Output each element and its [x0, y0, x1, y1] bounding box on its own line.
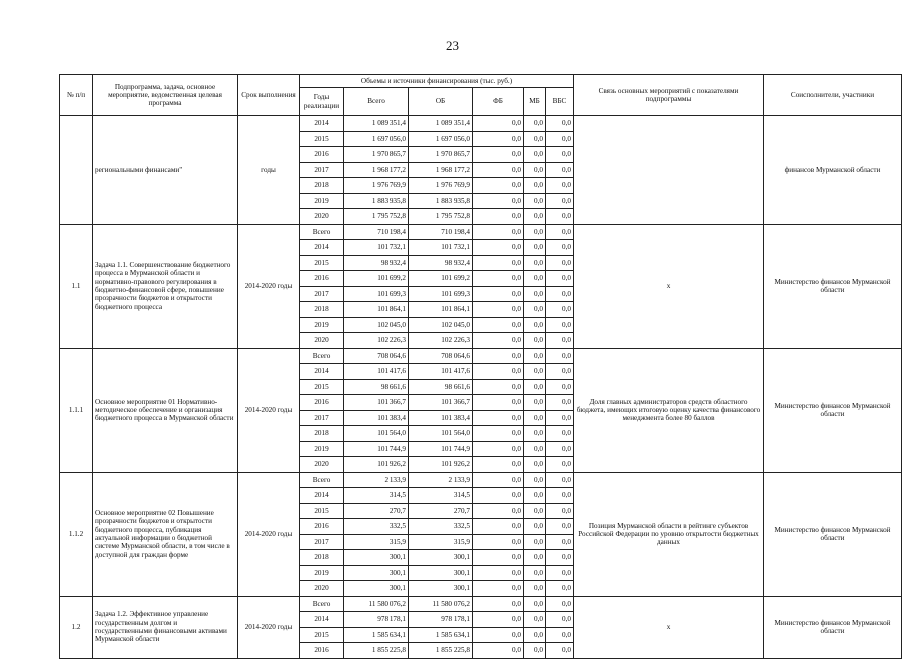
cell-vbs: 0,0: [546, 131, 574, 147]
cell-mb: 0,0: [524, 457, 546, 473]
cell-total: 102 045,0: [344, 317, 409, 333]
cell-vbs: 0,0: [546, 147, 574, 163]
executor: Министерство финансов Мурманской области: [764, 596, 902, 658]
cell-total: 101 383,4: [344, 410, 409, 426]
cell-mb: 0,0: [524, 441, 546, 457]
cell-fb: 0,0: [473, 596, 524, 612]
cell-total: 1 855 225,8: [344, 643, 409, 659]
cell-mb: 0,0: [524, 271, 546, 287]
cell-vbs: 0,0: [546, 333, 574, 349]
cell-total: 300,1: [344, 550, 409, 566]
cell-mb: 0,0: [524, 488, 546, 504]
cell-mb: 0,0: [524, 333, 546, 349]
cell-total: 1 968 177,2: [344, 162, 409, 178]
cell-mb: 0,0: [524, 193, 546, 209]
cell-year: 2018: [300, 302, 344, 318]
measure-name: Основное мероприятие 02 Повышение прозрачности бюджетов и открытости бюджетного процесса, публикация актуальной информации о бюджетной системе Мурманской области, в том числе в доступной для граждан форме: [93, 472, 238, 596]
cell-fb: 0,0: [473, 302, 524, 318]
cell-year: 2015: [300, 131, 344, 147]
row-number: 1.1: [60, 224, 93, 348]
cell-ob: 1 697 056,0: [409, 131, 473, 147]
cell-ob: 300,1: [409, 550, 473, 566]
cell-year: 2019: [300, 565, 344, 581]
cell-mb: 0,0: [524, 379, 546, 395]
cell-vbs: 0,0: [546, 162, 574, 178]
cell-total: 101 699,3: [344, 286, 409, 302]
cell-ob: 101 417,6: [409, 364, 473, 380]
cell-fb: 0,0: [473, 348, 524, 364]
cell-year: 2016: [300, 519, 344, 535]
cell-vbs: 0,0: [546, 209, 574, 225]
cell-total: 708 064,6: [344, 348, 409, 364]
cell-fb: 0,0: [473, 472, 524, 488]
cell-total: 98 661,6: [344, 379, 409, 395]
cell-mb: 0,0: [524, 550, 546, 566]
financing-table: [59, 74, 902, 659]
indicator-link: х: [574, 596, 764, 658]
cell-total: 300,1: [344, 565, 409, 581]
cell-ob: 1 976 769,9: [409, 178, 473, 194]
cell-fb: 0,0: [473, 643, 524, 659]
cell-total: 1 697 056,0: [344, 131, 409, 147]
cell-ob: 1 795 752,8: [409, 209, 473, 225]
cell-total: 270,7: [344, 503, 409, 519]
cell-total: 315,9: [344, 534, 409, 550]
cell-year: 2017: [300, 534, 344, 550]
header-link: Связь основных мероприятий с показателями подпрограммы: [574, 75, 764, 116]
cell-year: 2018: [300, 178, 344, 194]
cell-year: Всего: [300, 472, 344, 488]
cell-total: 2 133,9: [344, 472, 409, 488]
row-number: 1.1.1: [60, 348, 93, 472]
cell-year: 2015: [300, 255, 344, 271]
cell-vbs: 0,0: [546, 581, 574, 597]
cell-total: 332,5: [344, 519, 409, 535]
cell-ob: 1 883 935,8: [409, 193, 473, 209]
cell-mb: 0,0: [524, 209, 546, 225]
cell-fb: 0,0: [473, 379, 524, 395]
cell-year: 2015: [300, 379, 344, 395]
measure-name: региональными финансами": [93, 116, 238, 225]
cell-mb: 0,0: [524, 565, 546, 581]
cell-fb: 0,0: [473, 627, 524, 643]
cell-fb: 0,0: [473, 286, 524, 302]
cell-mb: 0,0: [524, 410, 546, 426]
indicator-link: Доля главных администраторов средств областного бюджета, имеющих итоговую оценку качества финансового менеджмента более 80 баллов: [574, 348, 764, 472]
executor: Министерство финансов Мурманской области: [764, 472, 902, 596]
cell-ob: 102 045,0: [409, 317, 473, 333]
cell-vbs: 0,0: [546, 457, 574, 473]
cell-vbs: 0,0: [546, 379, 574, 395]
cell-mb: 0,0: [524, 534, 546, 550]
cell-ob: 101 926,2: [409, 457, 473, 473]
cell-vbs: 0,0: [546, 395, 574, 411]
measure-name: Задача 1.1. Совершенствование бюджетного процесса в Мурманской области и нормативно-правового регулирования в бюджетно-финансовой сфере, повышение прозрачности бюджетов и открытости бюджетного процесса: [93, 224, 238, 348]
indicator-link: [574, 116, 764, 225]
cell-fb: 0,0: [473, 333, 524, 349]
table-row: [60, 596, 902, 612]
cell-year: Всего: [300, 596, 344, 612]
header-mb: МБ: [524, 88, 546, 116]
header-funding: Объемы и источники финансирования (тыс. руб.): [300, 75, 574, 88]
cell-total: 978 178,1: [344, 612, 409, 628]
cell-year: 2017: [300, 162, 344, 178]
header-total: Всего: [344, 88, 409, 116]
cell-fb: 0,0: [473, 131, 524, 147]
cell-ob: 2 133,9: [409, 472, 473, 488]
cell-mb: 0,0: [524, 503, 546, 519]
header-ob: ОБ: [409, 88, 473, 116]
cell-total: 1 976 769,9: [344, 178, 409, 194]
cell-ob: 978 178,1: [409, 612, 473, 628]
cell-vbs: 0,0: [546, 534, 574, 550]
cell-ob: 270,7: [409, 503, 473, 519]
cell-fb: 0,0: [473, 395, 524, 411]
cell-year: 2014: [300, 364, 344, 380]
cell-vbs: 0,0: [546, 426, 574, 442]
measure-term: 2014-2020 годы: [238, 596, 300, 658]
cell-vbs: 0,0: [546, 472, 574, 488]
table-row: [60, 472, 902, 488]
cell-vbs: 0,0: [546, 348, 574, 364]
cell-vbs: 0,0: [546, 519, 574, 535]
header-years: Годы реализации: [300, 88, 344, 116]
cell-mb: 0,0: [524, 612, 546, 628]
cell-total: 101 732,1: [344, 240, 409, 256]
cell-mb: 0,0: [524, 162, 546, 178]
cell-total: 1 585 634,1: [344, 627, 409, 643]
cell-total: 11 580 076,2: [344, 596, 409, 612]
cell-fb: 0,0: [473, 178, 524, 194]
row-number: 1.2: [60, 596, 93, 658]
cell-year: 2014: [300, 612, 344, 628]
cell-year: 2016: [300, 147, 344, 163]
measure-term: 2014-2020 годы: [238, 224, 300, 348]
cell-year: 2018: [300, 426, 344, 442]
cell-vbs: 0,0: [546, 565, 574, 581]
cell-total: 101 926,2: [344, 457, 409, 473]
cell-ob: 101 699,2: [409, 271, 473, 287]
cell-fb: 0,0: [473, 209, 524, 225]
cell-fb: 0,0: [473, 224, 524, 240]
cell-mb: 0,0: [524, 519, 546, 535]
cell-vbs: 0,0: [546, 224, 574, 240]
page-number: 23: [446, 38, 459, 53]
cell-fb: 0,0: [473, 364, 524, 380]
cell-fb: 0,0: [473, 457, 524, 473]
cell-year: 2019: [300, 441, 344, 457]
cell-mb: 0,0: [524, 581, 546, 597]
cell-ob: 1 968 177,2: [409, 162, 473, 178]
cell-ob: 1 855 225,8: [409, 643, 473, 659]
cell-year: 2020: [300, 581, 344, 597]
cell-vbs: 0,0: [546, 240, 574, 256]
cell-mb: 0,0: [524, 426, 546, 442]
cell-ob: 101 744,9: [409, 441, 473, 457]
cell-fb: 0,0: [473, 116, 524, 132]
cell-year: 2014: [300, 240, 344, 256]
header-num: № п/п: [60, 75, 93, 116]
cell-year: 2016: [300, 271, 344, 287]
cell-fb: 0,0: [473, 565, 524, 581]
row-number: 1.1.2: [60, 472, 93, 596]
measure-name: Основное мероприятие 01 Нормативно-методическое обеспечение и организация бюджетного процесса в Мурманской области: [93, 348, 238, 472]
indicator-link: Позиция Мурманской области в рейтинге субъектов Российской Федерации по уровню открытости бюджетных данных: [574, 472, 764, 596]
cell-mb: 0,0: [524, 224, 546, 240]
measure-term: 2014-2020 годы: [238, 472, 300, 596]
cell-mb: 0,0: [524, 302, 546, 318]
cell-total: 98 932,4: [344, 255, 409, 271]
header-name: Подпрограмма, задача, основное мероприятие, ведомственная целевая программа: [93, 75, 238, 116]
cell-ob: 102 226,3: [409, 333, 473, 349]
cell-fb: 0,0: [473, 255, 524, 271]
cell-ob: 300,1: [409, 565, 473, 581]
cell-vbs: 0,0: [546, 255, 574, 271]
cell-total: 710 198,4: [344, 224, 409, 240]
cell-fb: 0,0: [473, 240, 524, 256]
cell-fb: 0,0: [473, 271, 524, 287]
cell-ob: 98 932,4: [409, 255, 473, 271]
cell-vbs: 0,0: [546, 116, 574, 132]
cell-vbs: 0,0: [546, 612, 574, 628]
cell-fb: 0,0: [473, 317, 524, 333]
cell-year: 2020: [300, 209, 344, 225]
cell-fb: 0,0: [473, 488, 524, 504]
header-term: Срок выполнения: [238, 75, 300, 116]
cell-vbs: 0,0: [546, 364, 574, 380]
cell-mb: 0,0: [524, 395, 546, 411]
cell-fb: 0,0: [473, 426, 524, 442]
cell-vbs: 0,0: [546, 627, 574, 643]
cell-year: 2014: [300, 488, 344, 504]
cell-year: 2017: [300, 286, 344, 302]
cell-vbs: 0,0: [546, 302, 574, 318]
cell-fb: 0,0: [473, 441, 524, 457]
cell-mb: 0,0: [524, 472, 546, 488]
cell-ob: 1 585 634,1: [409, 627, 473, 643]
cell-total: 101 744,9: [344, 441, 409, 457]
cell-vbs: 0,0: [546, 193, 574, 209]
cell-total: 101 699,2: [344, 271, 409, 287]
cell-fb: 0,0: [473, 193, 524, 209]
cell-total: 101 366,7: [344, 395, 409, 411]
cell-year: 2017: [300, 410, 344, 426]
header-fb: ФБ: [473, 88, 524, 116]
cell-ob: 98 661,6: [409, 379, 473, 395]
cell-vbs: 0,0: [546, 317, 574, 333]
cell-vbs: 0,0: [546, 503, 574, 519]
cell-year: 2019: [300, 193, 344, 209]
cell-vbs: 0,0: [546, 271, 574, 287]
cell-fb: 0,0: [473, 503, 524, 519]
cell-ob: 1 089 351,4: [409, 116, 473, 132]
table-header: [60, 75, 902, 116]
cell-year: 2014: [300, 116, 344, 132]
cell-fb: 0,0: [473, 147, 524, 163]
cell-ob: 300,1: [409, 581, 473, 597]
cell-total: 101 864,1: [344, 302, 409, 318]
cell-total: 101 564,0: [344, 426, 409, 442]
cell-vbs: 0,0: [546, 410, 574, 426]
table-body: [60, 116, 902, 659]
cell-ob: 314,5: [409, 488, 473, 504]
executor: Министерство финансов Мурманской области: [764, 348, 902, 472]
cell-vbs: 0,0: [546, 643, 574, 659]
cell-year: 2015: [300, 503, 344, 519]
table-row: [60, 224, 902, 240]
cell-mb: 0,0: [524, 596, 546, 612]
cell-mb: 0,0: [524, 627, 546, 643]
cell-total: 1 795 752,8: [344, 209, 409, 225]
cell-year: 2020: [300, 457, 344, 473]
cell-vbs: 0,0: [546, 550, 574, 566]
cell-ob: 708 064,6: [409, 348, 473, 364]
cell-mb: 0,0: [524, 255, 546, 271]
cell-vbs: 0,0: [546, 286, 574, 302]
cell-mb: 0,0: [524, 178, 546, 194]
table-row: [60, 348, 902, 364]
cell-total: 1 970 865,7: [344, 147, 409, 163]
cell-fb: 0,0: [473, 581, 524, 597]
cell-year: 2018: [300, 550, 344, 566]
cell-mb: 0,0: [524, 131, 546, 147]
cell-ob: 101 699,3: [409, 286, 473, 302]
executor: финансов Мурманской области: [764, 116, 902, 225]
cell-ob: 101 564,0: [409, 426, 473, 442]
cell-fb: 0,0: [473, 162, 524, 178]
cell-year: Всего: [300, 224, 344, 240]
cell-ob: 332,5: [409, 519, 473, 535]
cell-year: 2016: [300, 395, 344, 411]
cell-mb: 0,0: [524, 364, 546, 380]
row-number: [60, 116, 93, 225]
cell-fb: 0,0: [473, 410, 524, 426]
cell-total: 101 417,6: [344, 364, 409, 380]
cell-ob: 11 580 076,2: [409, 596, 473, 612]
cell-mb: 0,0: [524, 240, 546, 256]
cell-total: 314,5: [344, 488, 409, 504]
cell-mb: 0,0: [524, 286, 546, 302]
header-executors: Соисполнители, участники: [764, 75, 902, 116]
cell-vbs: 0,0: [546, 488, 574, 504]
executor: Министерство финансов Мурманской области: [764, 224, 902, 348]
cell-mb: 0,0: [524, 317, 546, 333]
cell-ob: 101 383,4: [409, 410, 473, 426]
indicator-link: х: [574, 224, 764, 348]
cell-ob: 101 366,7: [409, 395, 473, 411]
cell-year: 2019: [300, 317, 344, 333]
cell-fb: 0,0: [473, 534, 524, 550]
cell-mb: 0,0: [524, 643, 546, 659]
cell-ob: 1 970 865,7: [409, 147, 473, 163]
table-row: [60, 116, 902, 132]
measure-term: годы: [238, 116, 300, 225]
cell-year: 2016: [300, 643, 344, 659]
cell-total: 1 089 351,4: [344, 116, 409, 132]
cell-total: 1 883 935,8: [344, 193, 409, 209]
cell-fb: 0,0: [473, 612, 524, 628]
cell-year: Всего: [300, 348, 344, 364]
cell-ob: 710 198,4: [409, 224, 473, 240]
cell-ob: 101 732,1: [409, 240, 473, 256]
header-vbs: ВБС: [546, 88, 574, 116]
cell-vbs: 0,0: [546, 596, 574, 612]
cell-ob: 315,9: [409, 534, 473, 550]
cell-total: 102 226,3: [344, 333, 409, 349]
cell-mb: 0,0: [524, 147, 546, 163]
cell-vbs: 0,0: [546, 441, 574, 457]
cell-total: 300,1: [344, 581, 409, 597]
cell-fb: 0,0: [473, 550, 524, 566]
cell-fb: 0,0: [473, 519, 524, 535]
cell-year: 2015: [300, 627, 344, 643]
cell-mb: 0,0: [524, 116, 546, 132]
cell-vbs: 0,0: [546, 178, 574, 194]
cell-ob: 101 864,1: [409, 302, 473, 318]
cell-mb: 0,0: [524, 348, 546, 364]
cell-year: 2020: [300, 333, 344, 349]
measure-name: Задача 1.2. Эффективное управление государственным долгом и государственными финансовыми активами Мурманской области: [93, 596, 238, 658]
measure-term: 2014-2020 годы: [238, 348, 300, 472]
